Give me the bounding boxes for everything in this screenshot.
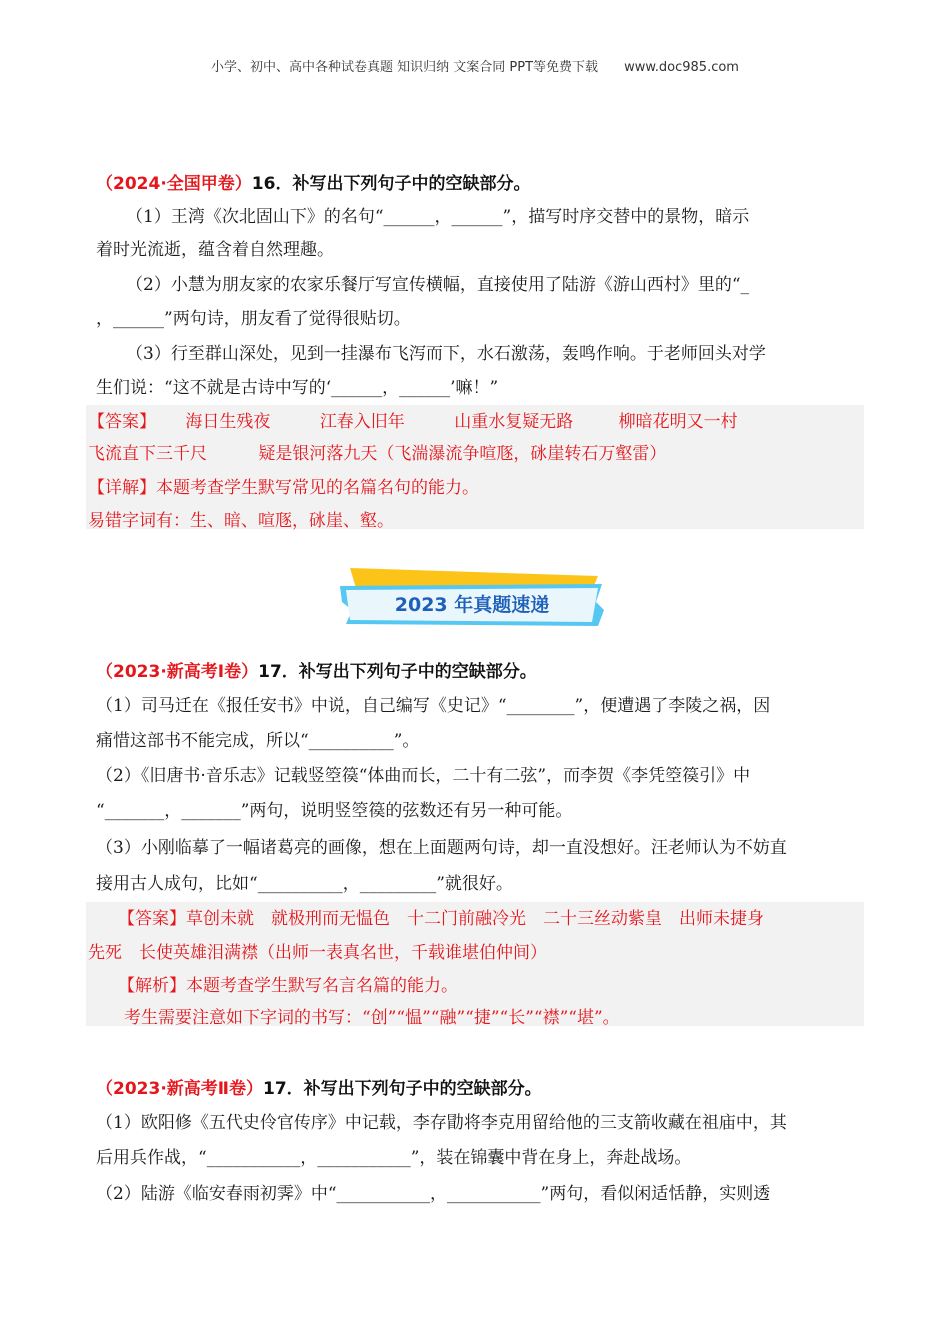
page-header: [0, 56, 950, 75]
answer-item: 海日生残夜: [185, 412, 271, 432]
question-line: （3）行至群山深处，见到一挂瀑布飞泻而下，水石激荡，轰鸣作响。于老师回头对学: [126, 344, 766, 364]
question-line: 接用古人成句，比如“__________，_________”就很好。: [96, 874, 513, 894]
question-source: （2023·新高考Ⅰ卷）: [96, 662, 259, 682]
answer-item: 飞流直下三千尺: [88, 444, 207, 464]
analysis-line: 【解析】本题考查学生默写名言名篇的能力。: [118, 976, 458, 996]
answer-line: 先死 长使英雄泪满襟（出师一表真名世，千载谁堪伯仲间）: [88, 943, 547, 963]
answer-label: 【答案】: [88, 412, 156, 432]
answer-item: 柳暗花明又一村: [618, 412, 738, 432]
question-2023a-title: [96, 657, 537, 682]
question-line: 痛惜这部书不能完成，所以“__________”。: [96, 731, 420, 751]
question-source: （2023·新高考Ⅱ卷）: [96, 1079, 263, 1099]
question-line: （1）王湾《次北固山下》的名句“______，______”，描写时序交替中的景物，暗示: [126, 207, 750, 227]
question-line: 着时光流逝，蕴含着自然理趣。: [96, 240, 334, 260]
question-line: （1）欧阳修《五代史伶官传序》中记载，李存勖将李克用留给他的三支箭收藏在祖庙中，其: [96, 1113, 787, 1133]
note-line: 考生需要注意如下字词的书写：“创”“愠”“融”“捷”“长”“襟”“堪”。: [124, 1008, 620, 1028]
answer-line: [88, 412, 738, 432]
question-line: （2）陆游《临安春雨初霁》中“___________，___________”两句，看似闲适恬静，实则透: [96, 1184, 771, 1204]
answer-line: [88, 444, 666, 464]
question-heading: 17．补写出下列句子中的空缺部分。: [262, 1079, 542, 1099]
question-line: 生们说：“这不就是古诗中写的‘______，______’嘛！”: [96, 378, 499, 398]
question-line: （2）《旧唐书·音乐志》记载竖箜篌“体曲而长，二十有二弦”，而李贺《李凭箜篌引》中: [96, 766, 751, 786]
question-line: ，______”两句诗，朋友看了觉得很贴切。: [96, 309, 411, 329]
question-heading: 17．补写出下列句子中的空缺部分。: [258, 662, 537, 682]
banner-title: 2023 年真题速递: [394, 594, 550, 616]
question-source: （2024·全国甲卷）: [96, 174, 252, 194]
errors-line: 易错字词有：生、暗、喧豗，砯崖、壑。: [88, 511, 394, 531]
answer-line: 【答案】草创未就 就极刑而无愠色 十二门前融冷光 二十三丝动紫皇 出师未捷身: [118, 909, 764, 929]
question-line: 后用兵作战，“___________，___________”，装在锦囊中背在身上，奔赴战场。: [96, 1148, 692, 1168]
question-2023b-title: [96, 1074, 542, 1099]
answer-item: 疑是银河落九天（飞湍瀑流争喧豗，砯崖转石万壑雷）: [258, 444, 667, 464]
question-line: “_______，_______”两句，说明竖箜篌的弦数还有另一种可能。: [96, 801, 573, 821]
header-text: 小学、初中、高中各种试卷真题 知识归纳 文案合同 PPT等免费下载: [211, 60, 599, 75]
question-line: （1）司马迁在《报任安书》中说，自己编写《史记》“________”，便遭遇了李陵之祸，因: [96, 696, 771, 716]
question-2024-title: [96, 169, 530, 194]
header-url[interactable]: www.doc985.com: [624, 60, 739, 75]
question-line: （2）小慧为朋友家的农家乐餐厅写宣传横幅，直接使用了陆游《游山西村》里的“_: [126, 275, 750, 295]
detail-line: 【详解】本题考查学生默写常见的名篇名句的能力。: [88, 478, 479, 498]
question-heading: 16．补写出下列句子中的空缺部分。: [251, 174, 531, 194]
question-line: （3）小刚临摹了一幅诸葛亮的画像，想在上面题两句诗，却一直没想好。汪老师认为不妨直: [96, 838, 787, 858]
answer-item: 江春入旧年: [319, 412, 405, 432]
section-banner: [336, 564, 608, 630]
answer-item: 山重水复疑无路: [454, 412, 574, 432]
